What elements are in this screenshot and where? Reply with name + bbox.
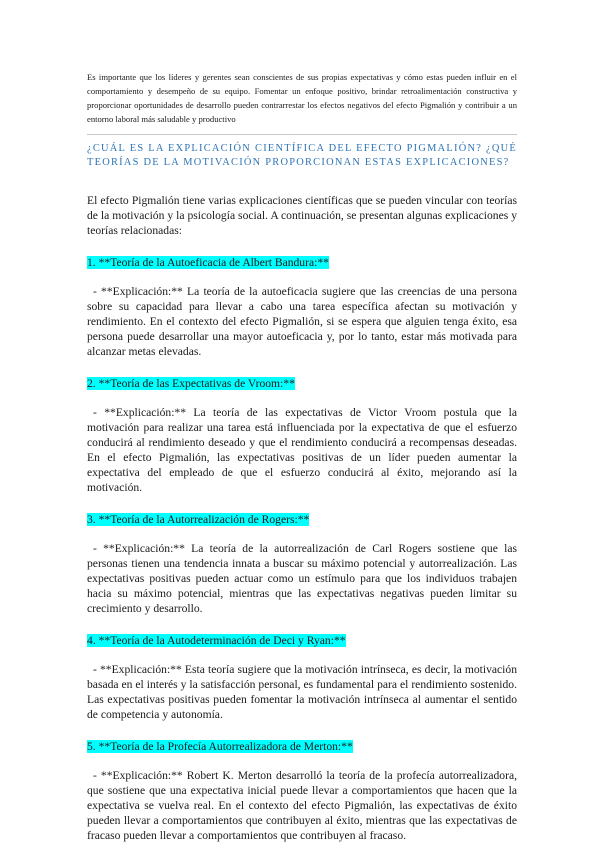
theory-body-4: - **Explicación:** Esta teoría sugiere que la motivación intrínseca, es decir, la motivación basada en el interés y la satisfacción personal, es fundamental para el rendimiento sostenido. Las expectativas positivas pueden fomentar la motivación intrínseca al aumentar el sentido de competencia y autonomía.: [87, 663, 517, 721]
section-heading: ¿CUÁL ES LA EXPLICACIÓN CIENTÍFICA DEL EFECTO PIGMALIÓN? ¿QUÉ TEORÍAS DE LA MOTIVACIÓN PROPORCIONAN ESTAS EXPLICACIONES?: [87, 143, 517, 168]
theory-title-4: [87, 633, 517, 648]
theory-body-5: - **Explicación:** Robert K. Merton desarrolló la teoría de la profecía autorrealizadora, que sostiene que una expectativa inicial puede llevar a comportamientos que hacen que la expectativa se vuelva real. En el contexto del efecto Pigmalión, las expectativas de éxito pueden llevar a comportamientos que contribuyen al éxito, mientras que las expectativas de fracaso pueden llevar a comportamientos que contribuyen al fracaso.: [87, 769, 517, 842]
divider: [87, 134, 517, 135]
highlighted-title: 1. **Teoría de la Autoeficacia de Albert Bandura:**: [87, 256, 329, 269]
lead-paragraph: El efecto Pigmalión tiene varias explicaciones científicas que se pueden vincular con teorías de la motivación y la psicología social. A continuación, se presentan algunas explicaciones y teorías relacionadas:: [87, 194, 517, 237]
theory-body-3: - **Explicación:** La teoría de la autorrealización de Carl Rogers sostiene que las personas tienen una tendencia innata a buscar su máximo potencial y autorrealización. Las expectativas positivas pueden actuar como un estímulo para que los individuos trabajen hacia su máximo potencial, mientras que las expectativas negativas pueden limitar su crecimiento y desarrollo.: [87, 542, 517, 615]
highlighted-title: 2. **Teoría de las Expectativas de Vroom:**: [87, 377, 295, 390]
theory-title-5: [87, 739, 517, 754]
theory-title-1: [87, 255, 517, 270]
document-page: [87, 70, 517, 843]
intro-paragraph: Es importante que los líderes y gerentes sean conscientes de sus propias expectativas y cómo estas pueden influir en el comportamiento y desempeño de su equipo. Fomentar un enfoque positivo, brindar retroalimentación constructiva y proporcionar oportunidades de desarrollo pueden contrarrestar los efectos negativos del efecto Pigmalión y contribuir a un entorno laboral más saludable y productivo: [87, 72, 517, 124]
highlighted-title: 5. **Teoría de la Profecía Autorrealizadora de Merton:**: [87, 740, 353, 753]
highlighted-title: 3. **Teoría de la Autorrealización de Rogers:**: [87, 513, 310, 526]
theory-title-2: [87, 376, 517, 391]
theory-title-3: [87, 512, 517, 527]
theory-body-2: - **Explicación:** La teoría de las expectativas de Victor Vroom postula que la motivación para realizar una tarea está influenciada por la expectativa de que el esfuerzo conducirá al rendimiento deseado y que el rendimiento conducirá a recompensas deseadas. En el efecto Pigmalión, las expectativas positivas de un líder pueden aumentar la expectativa del empleado de que el esfuerzo conducirá al éxito, mejorando así la motivación.: [87, 406, 517, 494]
highlighted-title: 4. **Teoría de la Autodeterminación de Deci y Ryan:**: [87, 634, 346, 647]
theory-body-1: - **Explicación:** La teoría de la autoeficacia sugiere que las creencias de una persona sobre su capacidad para llevar a cabo una tarea específica afectan su motivación y rendimiento. En el contexto del efecto Pigmalión, si se espera que alguien tenga éxito, esa persona puede desarrollar una mayor autoeficacia y, por lo tanto, estar más motivada para alcanzar metas elevadas.: [87, 285, 517, 358]
